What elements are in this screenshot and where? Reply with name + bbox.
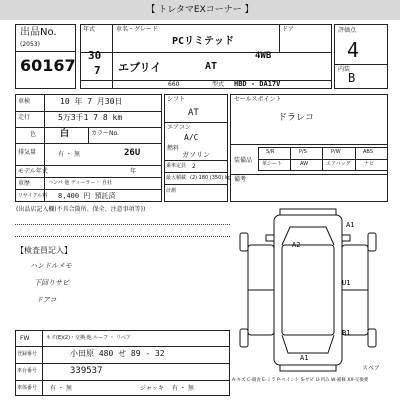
lot-sub: (2053) bbox=[20, 41, 40, 48]
color-no: 26U bbox=[124, 148, 141, 158]
equip-h1: P/S bbox=[299, 149, 307, 155]
drive: 4WB bbox=[255, 51, 272, 61]
name-grade-label: 車名・グレード bbox=[116, 26, 159, 33]
sales-point-text: ドラレコ bbox=[278, 113, 315, 123]
inspection-label-1: 走行 bbox=[18, 114, 31, 121]
equip-h3: ABS bbox=[363, 149, 373, 155]
inspection-value-3: 有 ・ 無 bbox=[58, 151, 80, 158]
transmission: AT bbox=[205, 61, 218, 72]
model-year: 30 bbox=[88, 49, 102, 62]
model-year-label: 年式 bbox=[83, 26, 96, 33]
spare-label: スペア bbox=[362, 365, 381, 372]
score-label: 評価点 bbox=[338, 27, 357, 34]
inspection-label-3: 排気量 bbox=[18, 149, 37, 156]
inspector-note-2: ドアコ bbox=[36, 296, 57, 304]
seats-value: 2 bbox=[192, 163, 196, 170]
bottom-row4-label: 車体番号 bbox=[17, 385, 38, 391]
inspector-label: 【検査員記入】 bbox=[16, 246, 72, 255]
bottom-row4b-label: ジャッキ bbox=[140, 385, 164, 392]
bottom-row1-label: FW bbox=[20, 335, 30, 342]
interior-label: 内装 bbox=[338, 66, 351, 73]
inspection-value-2: 白 bbox=[60, 129, 70, 139]
equip-r1: AW bbox=[300, 161, 309, 167]
inspector-note-1: 下回りサビ bbox=[34, 279, 69, 287]
car-name: エブリイ bbox=[118, 61, 162, 74]
equipment-label: 装備品 bbox=[234, 157, 253, 164]
extra-label: 計測 bbox=[166, 188, 177, 194]
disclaimer: (出品店記入欄(不具合箇所、保全、注意事項等)) bbox=[16, 206, 146, 213]
sales-point-label: セールスポイント bbox=[234, 96, 282, 103]
equip-h2: P/W bbox=[331, 149, 341, 155]
fuel-value: ガソリン bbox=[182, 151, 210, 159]
car-diagram bbox=[230, 205, 388, 375]
inspection-label-2: 色 bbox=[30, 131, 37, 138]
inspection-value-1: 5万3千1 7 8 km bbox=[58, 113, 123, 122]
inspection-value-0: 10 年 7 月30日 bbox=[60, 97, 123, 106]
inspector-note-0: ハンドルメモ bbox=[30, 262, 72, 270]
shift-value: AT bbox=[188, 108, 199, 118]
displacement: 660 bbox=[168, 81, 180, 88]
inspection-label-0: 車検 bbox=[18, 98, 31, 105]
door-label: ドア bbox=[282, 26, 294, 33]
diagram-mark-4: A1 bbox=[300, 354, 309, 362]
header-title: 【 トレタマEXコーナー 】 bbox=[146, 5, 254, 15]
inspection-label-4: モデル年式 bbox=[18, 168, 48, 175]
lot-label: 出品No. bbox=[20, 27, 57, 38]
diagram-mark-0: A2 bbox=[292, 241, 301, 249]
color-no-label: カラーNo. bbox=[91, 130, 119, 137]
inspection-value-4: 年 bbox=[130, 168, 137, 175]
model-month: 7 bbox=[94, 64, 101, 77]
aircon-label: エアコン bbox=[167, 124, 191, 131]
aircon-value: A/C bbox=[184, 133, 199, 142]
interior-value: B bbox=[348, 71, 356, 85]
diagram-mark-2: U1 bbox=[342, 279, 351, 287]
seats-label: 乗車定員 bbox=[166, 163, 187, 169]
bottom-row4b: 有 ・ 無 bbox=[172, 385, 194, 392]
inspection-label-6: リサイクル料 bbox=[18, 193, 48, 199]
capacity-value: (2) 180 (350) kg bbox=[190, 175, 231, 181]
diagram-mark-3: B1 bbox=[342, 329, 351, 337]
bottom-row3-label: 車台番号 bbox=[17, 368, 38, 374]
capacity-label: 最大積載 bbox=[166, 175, 187, 181]
model-code: HBD - DA17V bbox=[234, 80, 281, 88]
bottom-row3: 339537 bbox=[70, 366, 103, 376]
grade: PCリミテッド bbox=[172, 36, 235, 47]
diagram-mark-1: A1 bbox=[346, 221, 355, 229]
equip-r2: エアバッグ bbox=[326, 161, 351, 167]
equip-r0: 革シート bbox=[262, 161, 283, 167]
type-label: 型式 bbox=[212, 81, 225, 88]
shift-label: シフト bbox=[167, 96, 186, 103]
inspection-label-5: 車歴 bbox=[18, 180, 31, 187]
score-value: 4 bbox=[347, 38, 360, 62]
lot-number: 60167 bbox=[20, 56, 76, 75]
diagram-legend: A-キズ C-腐食 E-ミラ P-ペイント S-サビ U-凹み W-補修 XX-交換要 bbox=[232, 378, 369, 383]
inspection-value-6: 8,400 円 預託済 bbox=[58, 192, 116, 200]
bottom-row2-label: 登録番号 bbox=[17, 351, 38, 357]
equip-r3: ナビ bbox=[364, 161, 375, 167]
bottom-row4: 有 ・ 無 bbox=[50, 385, 72, 392]
bottom-row1: キズ(E)(2)・交換 他 ルーフ ・ リペア bbox=[46, 335, 132, 341]
fuel-label: 燃料 bbox=[167, 145, 180, 152]
note-label: 備考 bbox=[234, 176, 247, 183]
inspection-value-5: ハンパ 他 ディーラー・ 自社 bbox=[48, 180, 113, 186]
bottom-row2: 小田原 480 せ 89 - 32 bbox=[70, 349, 165, 358]
equip-h0: S/R bbox=[266, 149, 275, 155]
